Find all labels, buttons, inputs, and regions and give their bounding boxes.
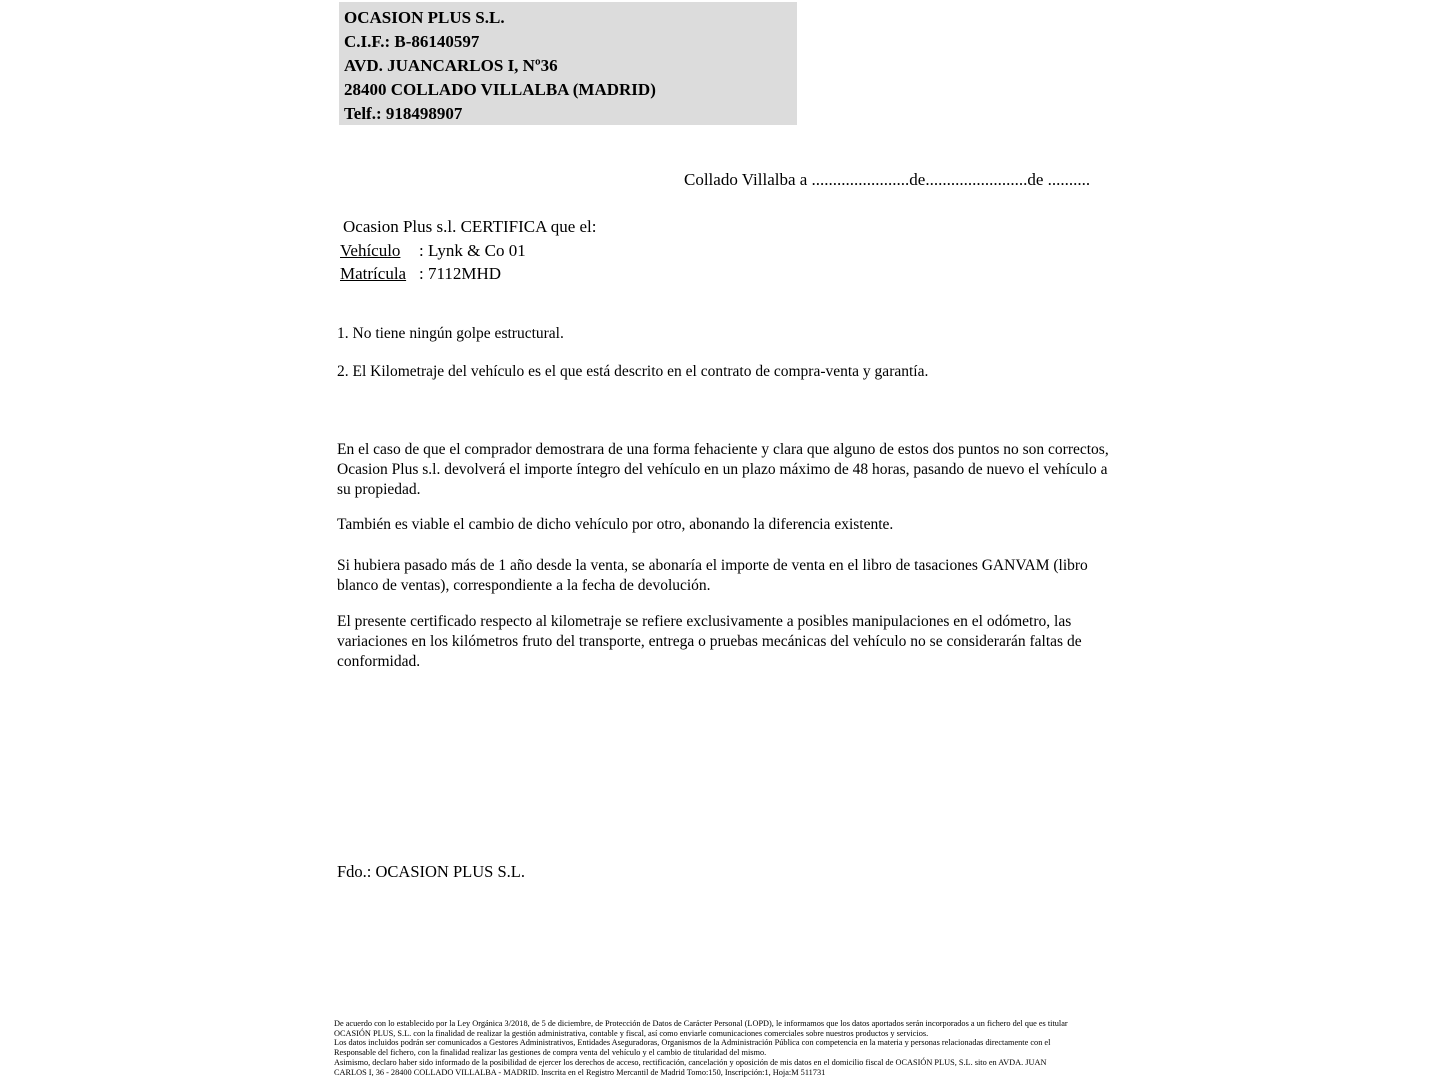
- legal-footer-line-2: OCASIÓN PLUS, S.L. con la finalidad de realizar la gestión administrativa, contable y fiscal, así como enviarle comunicaciones comerciales sobre nuestros productos y servicios.: [334, 1028, 929, 1038]
- company-cif-line: C.I.F.: B-86140597: [344, 32, 480, 51]
- certification-block: [340, 215, 597, 286]
- legal-footer-line-1: De acuerdo con lo establecido por la Ley Orgánica 3/2018, de 5 de diciembre, de Protección de Datos de Carácter Personal (LOPD), le informamos que los datos aportados serán incorporados a un fichero del que es titular: [334, 1019, 1068, 1028]
- vehicle-label: Vehículo: [340, 240, 401, 260]
- matricula-value: : 7112MHD: [419, 264, 502, 283]
- company-phone-line: Telf.: 918498907: [344, 104, 463, 123]
- exchange-paragraph: También es viable el cambio de dicho vehículo por otro, abonando la diferencia existente.: [337, 516, 894, 533]
- matricula-row: [340, 262, 597, 286]
- condition-point-2: 2. El Kilometraje del vehículo es el que está descrito en el contrato de compra-venta y garantía.: [337, 363, 929, 380]
- condition-point-1: 1. No tiene ningún golpe estructural.: [337, 325, 564, 342]
- legal-footer-line-6: CARLOS I, 36 - 28400 COLLADO VILLALBA - MADRID. Inscrita en el Registro Mercantil de Madrid Tomo:150, Inscripción:1, Hoja:M 511731: [334, 1067, 826, 1077]
- date-location-line: Collado Villalba a .......................de........................de ..........: [684, 170, 1091, 189]
- company-header-box: [339, 2, 797, 125]
- vehicle-value: : Lynk & Co 01: [419, 240, 526, 260]
- legal-footer-line-5: Asimismo, declaro haber sido informado de la posibilidad de ejercer los derechos de acceso, rectificación, cancelación y oposición de mis datos en el domicilio fiscal de OCASIÓN PLUS, S.L. sito en AVDA. JUAN: [334, 1057, 1047, 1067]
- company-name-line: OCASION PLUS S.L.: [344, 8, 505, 27]
- odometer-paragraph: El presente certificado respecto al kilometraje se refiere exclusivamente a posibles manipulaciones en el odómetro, las variaciones en los kilómetros fruto del transporte, entrega o pruebas mecánicas del vehículo no se considerarán faltas de conformidad.: [337, 613, 1082, 670]
- signature-line: Fdo.: OCASION PLUS S.L.: [337, 862, 525, 881]
- matricula-label: Matrícula: [340, 264, 407, 283]
- ganvam-paragraph: Si hubiera pasado más de 1 año desde la venta, se abonaría el importe de venta en el libro de tasaciones GANVAM (libro blanco de ventas), correspondiente a la fecha de devolución.: [337, 557, 1088, 594]
- legal-footer-line-3: Los datos incluidos podrán ser comunicados a Gestores Administrativos, Entidades Aseguradoras, Organismos de la Administración Pública con competencia en la materia y personas relacionadas directamente con el: [334, 1038, 1051, 1048]
- legal-footer-line-4: Responsable del fichero, con la finalidad realizar las gestiones de compra venta del vehículo y el cambio de titularidad del mismo.: [334, 1048, 767, 1058]
- legal-footer: [334, 1019, 1068, 1077]
- refund-paragraph: En el caso de que el comprador demostrara de una forma fehaciente y clara que alguno de estos dos puntos no son correctos, Ocasion Plus s.l. devolverá el importe íntegro del vehículo en un plazo máximo de 48 horas, pasando de nuevo el vehículo a su propiedad.: [337, 441, 1109, 498]
- company-city-line: 28400 COLLADO VILLALBA (MADRID): [344, 80, 656, 99]
- vehicle-row: [340, 239, 597, 263]
- company-address-line: AVD. JUANCARLOS I, Nº36: [344, 56, 558, 75]
- certification-intro: Ocasion Plus s.l. CERTIFICA que el:: [343, 217, 597, 236]
